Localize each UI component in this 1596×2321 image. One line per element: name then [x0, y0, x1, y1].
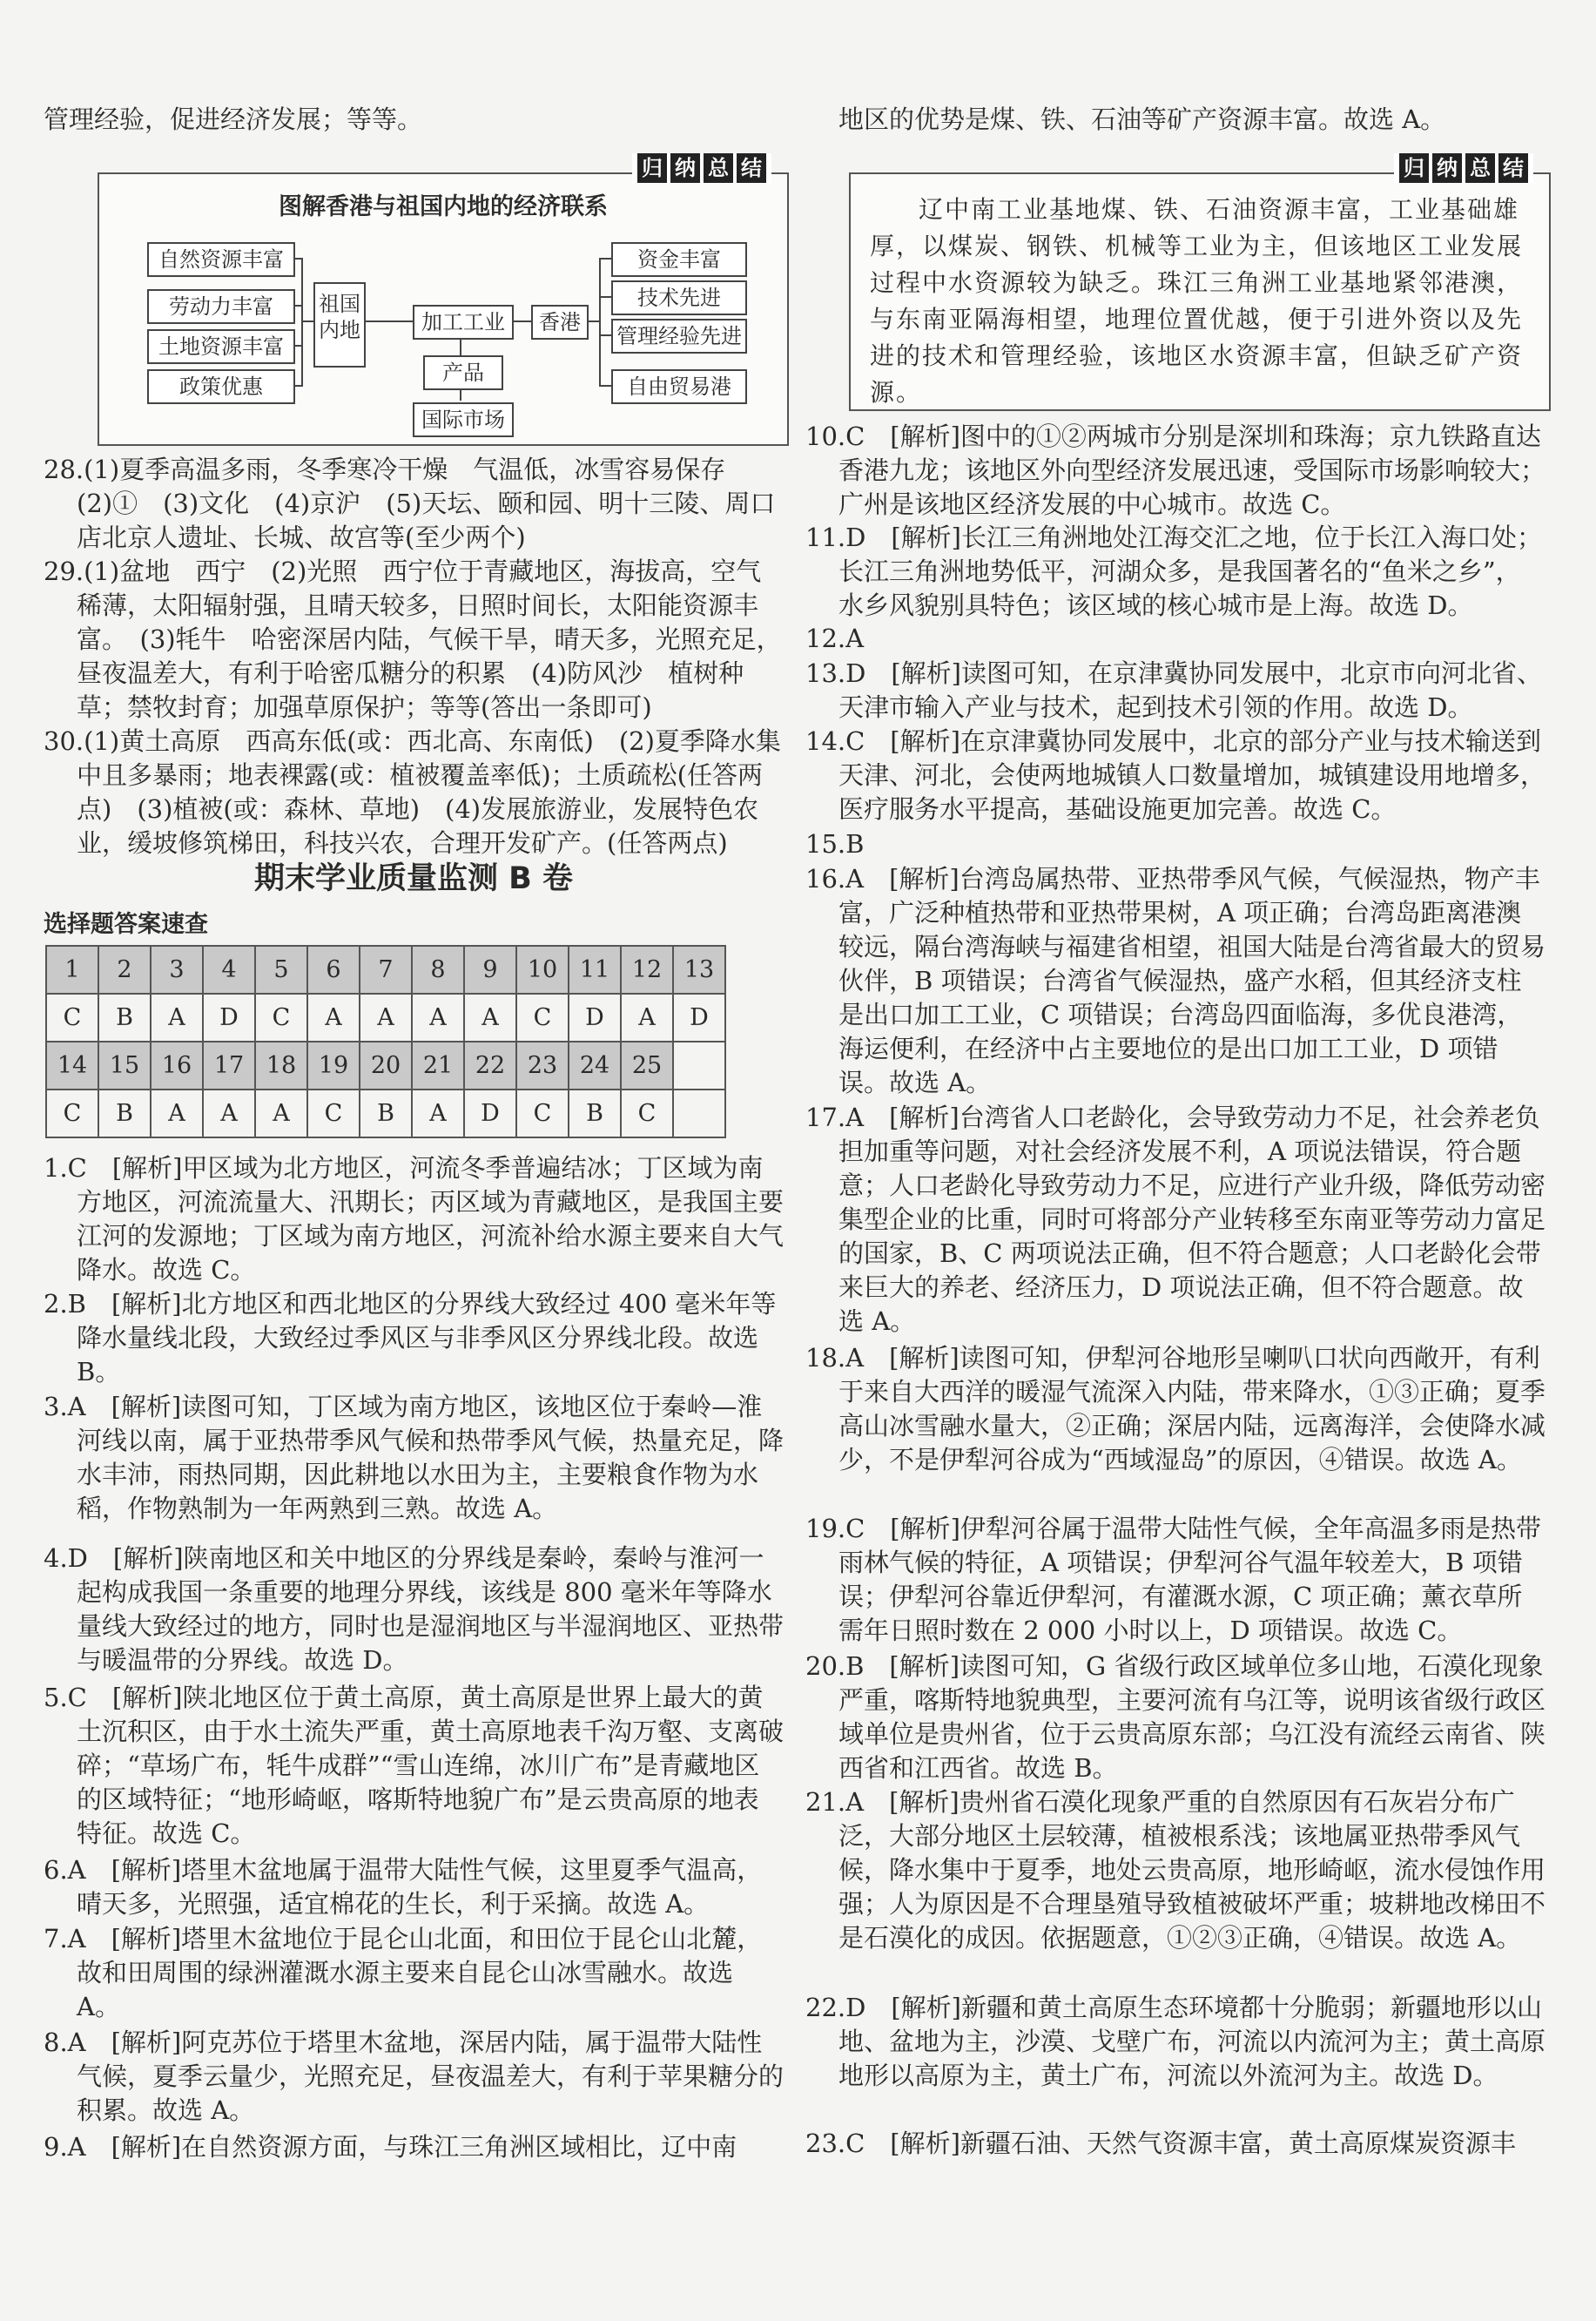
- diagram-node-processing: 加工工业: [413, 305, 514, 340]
- answer-item: 18.A [解析]读图可知，伊犁河谷地形呈喇叭口状向西敞开，有利于来自大西洋的暖湿气流深入内陆，带来降水，①③正确；夏季高山冰雪融水量大，②正确；深居内陆，远离海洋，会使降水减少，不是伊犁河谷成为“西域湿岛”的原因，④错误。故选 A。: [805, 1343, 1546, 1474]
- answer-item: 3.A [解析]读图可知，丁区域为南方地区，该地区位于秦岭—淮河线以南，属于亚热带季风气候和热带季风气候，热量充足，降水丰沛，雨热同期，因此耕地以水田为主，主要粮食作物为水稻，作物熟制为一年两熟到三熟。故选 A。: [44, 1392, 785, 1523]
- diagram-node: 土地资源丰富: [147, 329, 295, 364]
- answer-item: 6.A [解析]塔里木盆地属于温带大陆性气候，这里夏季气温高，晴天多，光照强，适宜棉花的生长，利于采摘。故选 A。: [44, 1855, 763, 1919]
- diagram-node: 自由贸易港: [611, 369, 747, 404]
- answer-item: 28.(1)夏季高温多雨，冬季寒冷干燥 气温低，冰雪容易保存 (2)① (3)文化 (4)京沪 (5)天坛、颐和园、明十三陵、周口店北京人遗址、长城、故宫等(至少两个): [44, 455, 776, 552]
- answer-item: 22.D [解析]新疆和黄土高原生态环境都十分脆弱；新疆地形以山地、盆地为主，沙漠、戈壁广布，河流以内流河为主；黄土高原地形以高原为主，黄土广布，河流以外流河为主。故选 D。: [805, 1993, 1546, 2090]
- answer-item: 16.A [解析]台湾岛属热带、亚热带季风气候，气候湿热，物产丰富，广泛种植热带和亚热带果树，A 项正确；台湾岛距离港澳较远，隔台湾海峡与福建省相望，祖国大陆是台湾省最大的贸易伙伴，B 项错误；台湾省气候湿热，盛产水稻，但其经济支柱是出口加工工业，C 项错误；台湾岛四面临海，多优良港湾，海运便利，在经济中占主要地位的是出口加工工业，D 项错误。故选 A。: [805, 864, 1546, 1097]
- answer-table-row: C B A D C A A A A C D A D: [46, 994, 725, 1042]
- left-intro-text: 管理经验，促进经济发展；等等。: [44, 105, 423, 134]
- summary-label-char: 纳: [1432, 153, 1462, 183]
- summary-diagram-box: [98, 156, 789, 446]
- diagram-node: 管理经验先进: [611, 319, 747, 354]
- answer-table: [45, 945, 726, 1138]
- answer-item: 17.A [解析]台湾省人口老龄化，会导致劳动力不足，社会养老负担加重等问题，对社会经济发展不利，A 项说法错误，符合题意；人口老龄化导致劳动力不足，应进行产业升级，降低劳动密集型企业的比重，同时可将部分产业转移至东南亚等劳动力富足的国家，B、C 两项说法正确，但不符合题意；人口老龄化会带来巨大的养老、经济压力，D 项说法正确，但不符合题意。故选 A。: [805, 1103, 1546, 1336]
- answer-table-row: 1 2 3 4 5 6 7 8 9 10 11 12 13: [46, 946, 725, 994]
- summary-label-char: 归: [1399, 153, 1429, 183]
- diagram-node: 资金丰富: [611, 242, 747, 277]
- answer-item: 15.B: [805, 829, 865, 859]
- right-intro-text: 地区的优势是煤、铁、石油等矿产资源丰富。故选 A。: [838, 105, 1446, 134]
- diagram-node: 政策优惠: [147, 369, 295, 404]
- answer-table-row: C B A A A C B A D C B C: [46, 1090, 725, 1137]
- answer-item: 23.C [解析]新疆石油、天然气资源丰富，黄土高原煤炭资源丰: [805, 2129, 1516, 2158]
- summary-label-char: 结: [1498, 153, 1528, 183]
- diagram-node: 技术先进: [611, 280, 747, 315]
- diagram-node-market: 国际市场: [413, 402, 514, 437]
- summary-label-char: 总: [704, 153, 733, 183]
- answer-item: 29.(1)盆地 西宁 (2)光照 西宁位于青藏地区，海拔高，空气稀薄，太阳辐射强，且晴天较多，日照时间长，太阳能资源丰富。 (3)牦牛 哈密深居内陆，气候干旱，晴天多，光照充足，昼夜温差大，有利于哈密瓜糖分的积累 (4)防风沙 植树种草；禁牧封育；加强草原保护；等等(答出一条即可): [44, 557, 782, 722]
- answer-item: 8.A [解析]阿克苏位于塔里木盆地，深居内陆，属于温带大陆性气候，夏季云量少，光照充足，昼夜温差大，有利于苹果糖分的积累。故选 A。: [44, 2028, 785, 2125]
- answer-item: 14.C [解析]在京津冀协同发展中，北京的部分产业与技术输送到天津、河北，会使两地城镇人口数量增加，城镇建设用地增多，医疗服务水平提高，基础设施更加完善。故选 C。: [805, 726, 1546, 824]
- answer-item: 10.C [解析]图中的①②两城市分别是深圳和珠海；京九铁路直达香港九龙；该地区外向型经济发展迅速，受国际市场影响较大；广州是该地区经济发展的中心城市。故选 C。: [805, 422, 1546, 519]
- diagram-title: 图解香港与祖国内地的经济联系: [279, 193, 608, 220]
- diagram-node-hongkong: 香港: [531, 305, 589, 340]
- diagram-node: 自然资源丰富: [147, 242, 295, 277]
- answer-item: 2.B [解析]北方地区和西北地区的分界线大致经过 400 毫米年等降水量线北段，大致经过季风区与非季风区分界线北段。故选 B。: [44, 1289, 777, 1387]
- answer-item: 7.A [解析]塔里木盆地位于昆仑山北面，和田位于昆仑山北麓，故和田周围的绿洲灌溉水源主要来自昆仑山冰雪融水。故选 A。: [44, 1924, 763, 2021]
- summary-label-char: 结: [737, 153, 766, 183]
- diagram-node-mainland: 祖国内地: [313, 282, 366, 368]
- answer-item: 9.A [解析]在自然资源方面，与珠江三角洲区域相比，辽中南: [44, 2132, 737, 2162]
- answer-item: 12.A: [805, 624, 865, 653]
- answer-item: 4.D [解析]陕南地区和关中地区的分界线是秦岭，秦岭与淮河一起构成我国一条重要的地理分界线，该线是 800 毫米年等降水量线大致经过的地方，同时也是湿润地区与半湿润地区、亚热带与暖温带的分界线。故选 D。: [44, 1543, 785, 1675]
- answer-item: 1.C [解析]甲区域为北方地区，河流冬季普遍结冰；丁区域为南方地区，河流流量大、汛期长；丙区域为青藏地区，是我国主要江河的发源地；丁区域为南方地区，河流补给水源主要来自大气降水。故选 C。: [44, 1153, 785, 1285]
- section-title: 期末学业质量监测 B 卷: [253, 861, 574, 896]
- diagram-node-product: 产品: [423, 355, 503, 390]
- answer-item: 30.(1)黄土高原 西高东低(或：西北高、东南低) (2)夏季降水集中且多暴雨；地表裸露(或：植被覆盖率低)；土质疏松(任答两点) (3)植被(或：森林、草地) (4)发展旅游业，发展特色农业，缓坡修筑梯田，科技兴农，合理开发矿产。(任答两点): [44, 726, 781, 858]
- diagram-node: 劳动力丰富: [147, 289, 295, 324]
- answer-item: 11.D [解析]长江三角洲地处江海交汇之地，位于长江入海口处；长江三角洲地势低平，河湖众多，是我国著名的“鱼米之乡”，水乡风貌别具特色；该区域的核心城市是上海。故选 D。: [805, 523, 1542, 620]
- summary-text: 辽中南工业基地煤、铁、石油资源丰富，工业基础雄厚，以煤炭、钢铁、机械等工业为主，但该地区工业发展过程中水资源较为缺乏。珠江三角洲工业基地紧邻港澳，与东南亚隔海相望，地理位置优越，便于引进外资以及先进的技术和管理经验，该地区水资源丰富，但缺乏矿产资源。: [870, 195, 1524, 407]
- summary-label: [632, 153, 771, 183]
- answer-item: 19.C [解析]伊犁河谷属于温带大陆性气候，全年高温多雨是热带雨林气候的特征，A 项错误；伊犁河谷气温年较差大，B 项错误；伊犁河谷靠近伊犁河，有灌溉水源，C 项正确；薰衣草所需年日照时数在 2 000 小时以上，D 项错误。故选 C。: [805, 1514, 1541, 1645]
- answers-heading: 选择题答案速查: [44, 911, 208, 938]
- summary-label-char: 总: [1465, 153, 1495, 183]
- answer-item: 21.A [解析]贵州省石漠化现象严重的自然原因有石灰岩分布广泛，大部分地区土层较薄，植被根系浅；该地属亚热带季风气候，降水集中于夏季，地处云贵高原，地形崎岖，流水侵蚀作用强；人为原因是不合理垦殖导致植被破坏严重；坡耕地改梯田不是石漠化的成因。依据题意，①②③正确，④错误。故选 A。: [805, 1787, 1546, 1953]
- answer-item: 5.C [解析]陕北地区位于黄土高原，黄土高原是世界上最大的黄土沉积区，由于水土流失严重，黄土高原地表千沟万壑、支离破碎；“草场广布，牦牛成群”“雪山连绵，冰川广布”是青藏地区的区域特征；“地形崎岖，喀斯特地貌广布”是云贵高原的地表特征。故选 C。: [44, 1683, 785, 1848]
- summary-label-char: 纳: [670, 153, 700, 183]
- summary-label-char: 归: [637, 153, 667, 183]
- answer-item: 13.D [解析]读图可知，在京津冀协同发展中，北京市向河北省、天津市输入产业与技术，起到技术引领的作用。故选 D。: [805, 658, 1542, 722]
- summary-text-box: [849, 156, 1551, 411]
- answer-item: 20.B [解析]读图可知，G 省级行政区域单位多山地，石漠化现象严重，喀斯特地貌典型，主要河流有乌江等，说明该省级行政区域单位是贵州省，位于云贵高原东部；乌江没有流经云南省、陕西省和江西省。故选 B。: [805, 1651, 1546, 1783]
- answer-table-row: 14 15 16 17 18 19 20 21 22 23 24 25: [46, 1042, 725, 1090]
